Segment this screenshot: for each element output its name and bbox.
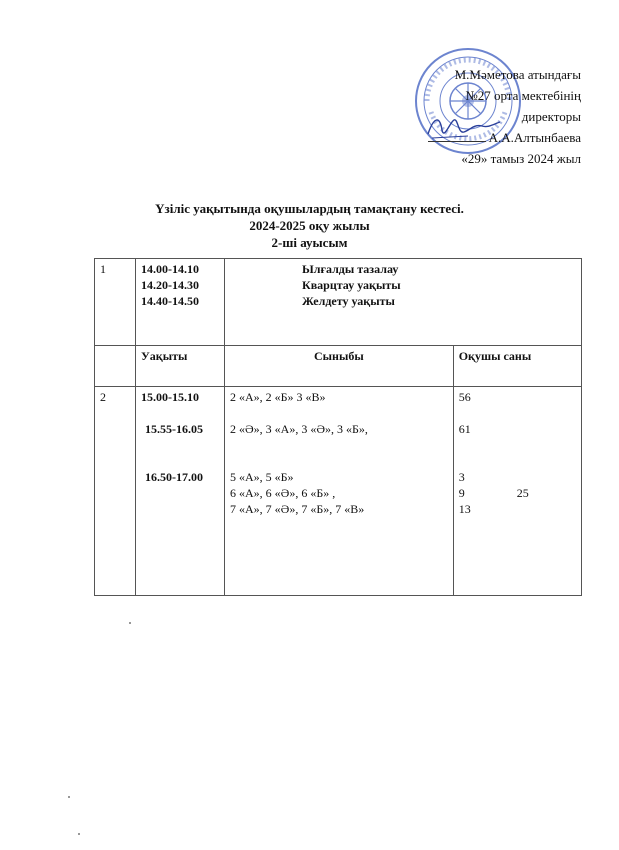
header-class: Сыныбы (225, 346, 454, 387)
time-slot: 14.00-14.10 (141, 262, 199, 276)
meal-classes-cell (225, 387, 454, 596)
time-slot: 16.50-17.00 (145, 470, 203, 484)
activity: Желдету уақыты (302, 294, 395, 308)
title-main: Үзіліс уақытында оқушылардың тамақтану кестесі. (155, 201, 464, 216)
class-group: 7 «А», 7 «Ә», 7 «Б», 7 «В» (230, 502, 365, 516)
student-count: 13 (458, 502, 471, 516)
title-year: 2024-2025 оқу жылы (249, 218, 370, 233)
student-count-row (459, 485, 576, 501)
table-header-row (95, 346, 582, 387)
signature-line (428, 129, 486, 142)
title-shift: 2-ші ауысым (271, 235, 348, 250)
student-count: 61 (458, 422, 471, 436)
approval-block (428, 64, 581, 169)
header-time: Уақыты (136, 346, 225, 387)
student-count-total: 25 (516, 486, 529, 500)
time-slot: 15.00-15.10 (141, 390, 199, 404)
sanitation-times-cell (136, 259, 225, 346)
meal-counts-cell (453, 387, 581, 596)
header-empty-cell (95, 346, 136, 387)
row-number: 1 (95, 259, 136, 346)
activity: Кварцтау уақыты (302, 278, 401, 292)
director-name: А.А.Алтынбаева (488, 130, 581, 145)
sanitation-activities-cell (225, 259, 582, 346)
meal-times-cell (136, 387, 225, 596)
approval-line-date: «29» тамыз 2024 жыл (461, 151, 581, 166)
class-group: 5 «А», 5 «Б» (230, 470, 294, 484)
meal-schedule-table (94, 258, 582, 596)
class-group: 2 «А», 2 «Б» 3 «В» (230, 390, 326, 404)
table-row (95, 259, 582, 346)
activity: Ылғалды тазалау (302, 262, 399, 276)
approval-line-school-number: №27 орта мектебінің (465, 88, 581, 103)
document-title (0, 200, 619, 251)
header-student-count: Оқушы саны (453, 346, 581, 387)
student-count: 9 (458, 486, 465, 500)
scan-speck (129, 622, 131, 624)
approval-line-school: М.Мәметова атындағы (454, 67, 581, 82)
time-slot: 14.40-14.50 (141, 294, 199, 308)
class-group: 6 «А», 6 «Ә», 6 «Б» , (230, 486, 336, 500)
table-row (95, 387, 582, 596)
scan-speck (78, 833, 80, 835)
time-slot: 14.20-14.30 (141, 278, 199, 292)
row-number: 2 (95, 387, 136, 596)
student-count: 56 (458, 390, 471, 404)
approval-line-position: директоры (521, 109, 581, 124)
time-slot: 15.55-16.05 (145, 422, 203, 436)
scan-speck (68, 796, 70, 798)
approval-line-director (428, 127, 581, 148)
class-group: 2 «Ә», 3 «А», 3 «Ә», 3 «Б», (230, 422, 368, 436)
student-count: 3 (458, 470, 465, 484)
